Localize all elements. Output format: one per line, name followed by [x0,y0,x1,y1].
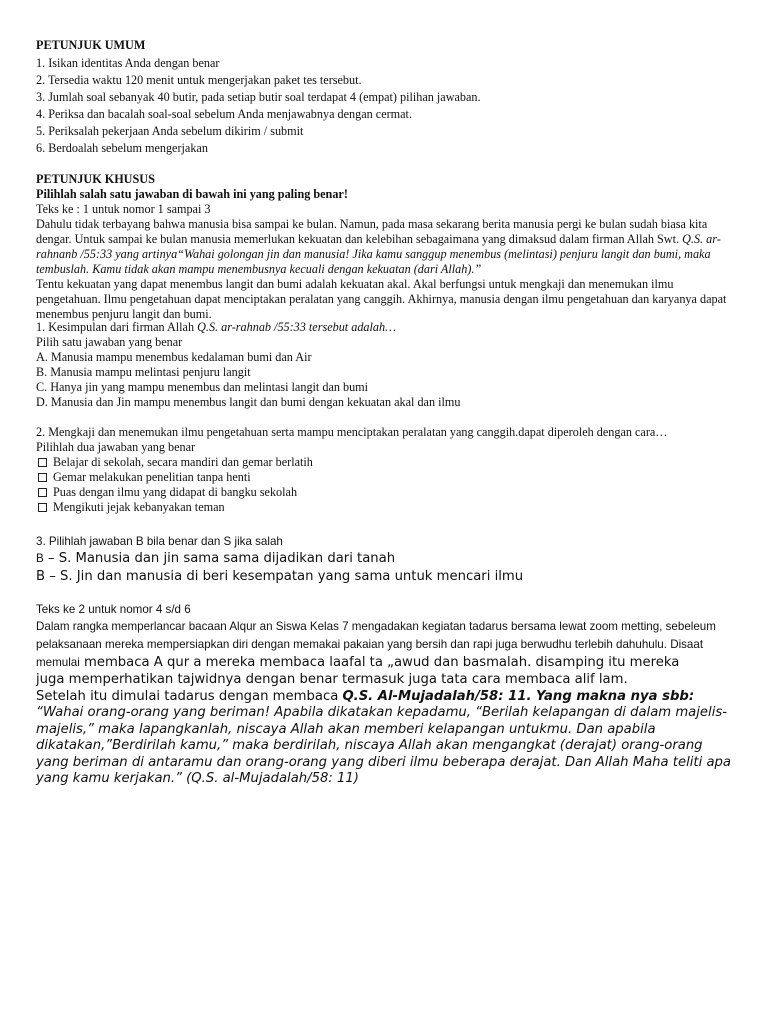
option-label: Mengikuti jejak kebanyakan teman [53,500,225,514]
question-2-option[interactable] [36,500,732,515]
question-2-text: 2. Mengkaji dan menemukan ilmu pengetahuan serta mampu menciptakan peralatan yang canggih.dapat diperoleh dengan cara… [36,425,668,439]
text-2-quote: “Wahai orang-orang yang beriman! Apabila dikatakan kepadamu, “Berilah kelapangan di dalam majelis-majelis,” maka lapangkanlah, niscaya Allah akan memberi kelapangan untukmu. Dan apabila dikatakan,”Berdirilah kamu,” maka berdirilah, niscaya Allah akan mengangkat (derajat) orang-orang yang beriman di antaramu dan orang-orang yang diberi ilmu beberapa derajat. Dan Allah Maha teliti apa yang kamu kerjakan.” (Q.S. al-Mujadalah/58: 11) [36,705,731,786]
question-1-hint: Pilih satu jawaban yang benar [36,335,183,349]
text-1-paragraph-2: Tentu kekuatan yang dapat menembus langit dan bumi adalah kekuatan akal. Akal berfungsi untuk mengkaji dan menemukan ilmu pengetahuan. Ilmu pengetahuan dapat menciptakan peralatan yang canggih. Akhirnya, manusia dengan ilmu pengetahuan dan karyanya dapat menembus penjuru langit dan bumi. [36,277,727,321]
question-2-option[interactable] [36,470,732,485]
question-3-statement-1[interactable] [36,550,732,568]
general-instructions [36,38,732,157]
question-3-statement-2[interactable]: B – S. Jin dan manusia di beri kesempatan yang sama untuk mencari ilmu [36,569,524,584]
text-2 [36,601,732,788]
text-1-quote: “Wahai golongan jin dan manusia! Jika kamu sanggup menembus (melintasi) penjuru langit dan bumi, maka tembuslah. Kamu tidak akan mampu menembusnya kecuali dengan kekuatan (dari Allah).” [36,247,711,276]
question-2 [36,425,732,515]
question-2-option[interactable] [36,485,732,500]
specific-instructions [36,172,732,322]
instruction-item: 4. Periksa dan bacalah soal-soal sebelum Anda menjawabnya dengan cermat. [36,107,412,121]
instruction-item: 6. Berdoalah sebelum mengerjakan [36,141,208,155]
text-1-paragraph [36,217,732,277]
instruction-item: 3. Jumlah soal sebanyak 40 butir, pada setiap butir soal terdapat 4 (empat) pilihan jawaban. [36,90,481,104]
text-1-label: Teks ke : 1 untuk nomor 1 sampai 3 [36,202,211,216]
question-1-option-c[interactable]: C. Hanya jin yang mampu menembus dan melintasi langit dan bumi [36,380,369,394]
checkbox[interactable] [38,488,47,497]
checkbox[interactable] [38,503,47,512]
option-label: Gemar melakukan penelitian tanpa henti [53,470,251,484]
text-2-paragraph [36,618,732,672]
general-instructions-heading: PETUNJUK UMUM [36,38,146,52]
text-2-body-small: Dalam rangka memperlancar bacaan Alqur an Siswa Kelas 7 mengadakan kegiatan tadarus bersama lewat zoom metting, sebeleum pelaksanaan mereka mempersiapkan diri dengan memakai pakaian yang bersih dan rapi juga berwudhu terlebih dahuhulu. Disaat memulai [36,620,716,669]
question-1-ref: Q.S. ar-rahnab /55:33 tersebut adalah… [197,320,396,334]
option-label: Puas dengan ilmu yang didapat di bangku sekolah [53,485,298,499]
checkbox[interactable] [38,458,47,467]
option-label: Belajar di sekolah, secara mandiri dan gemar berlatih [53,455,313,469]
text-2-line-3 [36,689,732,706]
question-1-text [36,320,732,335]
text-2-line-2: juga memperhatikan tajwidnya dengan benar termasuk juga tata cara membaca alif lam. [36,672,628,687]
specific-instruction-text: Pilihlah salah satu jawaban di bawah ini yang paling benar! [36,187,348,201]
text-2-line-3-prefix: Setelah itu dimulai tadarus dengan membaca [36,688,343,704]
question-1-option-a[interactable]: A. Manusia mampu menembus kedalaman bumi dan Air [36,350,312,364]
question-2-hint: Pilihlah dua jawaban yang benar [36,440,196,454]
text-1-surah-ref: Q.S. ar-rahnanb /55:33 yang artinya [36,232,721,261]
question-1-option-d[interactable]: D. Manusia dan Jin mampu menembus langit dan bumi dengan kekuatan akal dan ilmu [36,395,461,409]
question-1-option-b[interactable]: B. Manusia mampu melintasi penjuru langit [36,365,251,379]
text-2-label: Teks ke 2 untuk nomor 4 s/d 6 [36,603,191,616]
question-2-option[interactable] [36,455,732,470]
question-1-prefix: 1. Kesimpulan dari firman Allah [36,320,195,334]
text-2-surah-ref: Q.S. Al-Mujadalah/58: 11. Yang makna nya sbb: [342,688,695,704]
instruction-item: 5. Periksalah pekerjaan Anda sebelum dikirim / submit [36,124,304,138]
specific-instructions-heading: PETUNJUK KHUSUS [36,172,155,186]
text-1-body: Dahulu tidak terbayang bahwa manusia bisa sampai ke bulan. Namun, pada masa sekarang berita manusia pergi ke bulan sudah biasa kita dengar. Untuk sampai ke bulan manusia memerlukan kekuatan dan kelebihan sebagaimana yang dimaksud dalam firman Allah Swt. [36,217,708,246]
text-2-body-large: membaca A qur a mereka membaca laafal ta „awud dan basmalah. disamping itu mereka [79,655,680,670]
instruction-item: 1. Isikan identitas Anda dengan benar [36,56,220,70]
question-3 [36,533,732,586]
question-3-text: 3. Pilihlah jawaban B bila benar dan S jika salah [36,535,283,548]
statement-text: – S. Manusia dan jin sama sama dijadikan dari tanah [43,551,396,566]
statement-prefix: B [36,552,44,565]
instruction-item: 2. Tersedia waktu 120 menit untuk mengerjakan paket tes tersebut. [36,73,362,87]
checkbox[interactable] [38,473,47,482]
question-1 [36,320,732,410]
